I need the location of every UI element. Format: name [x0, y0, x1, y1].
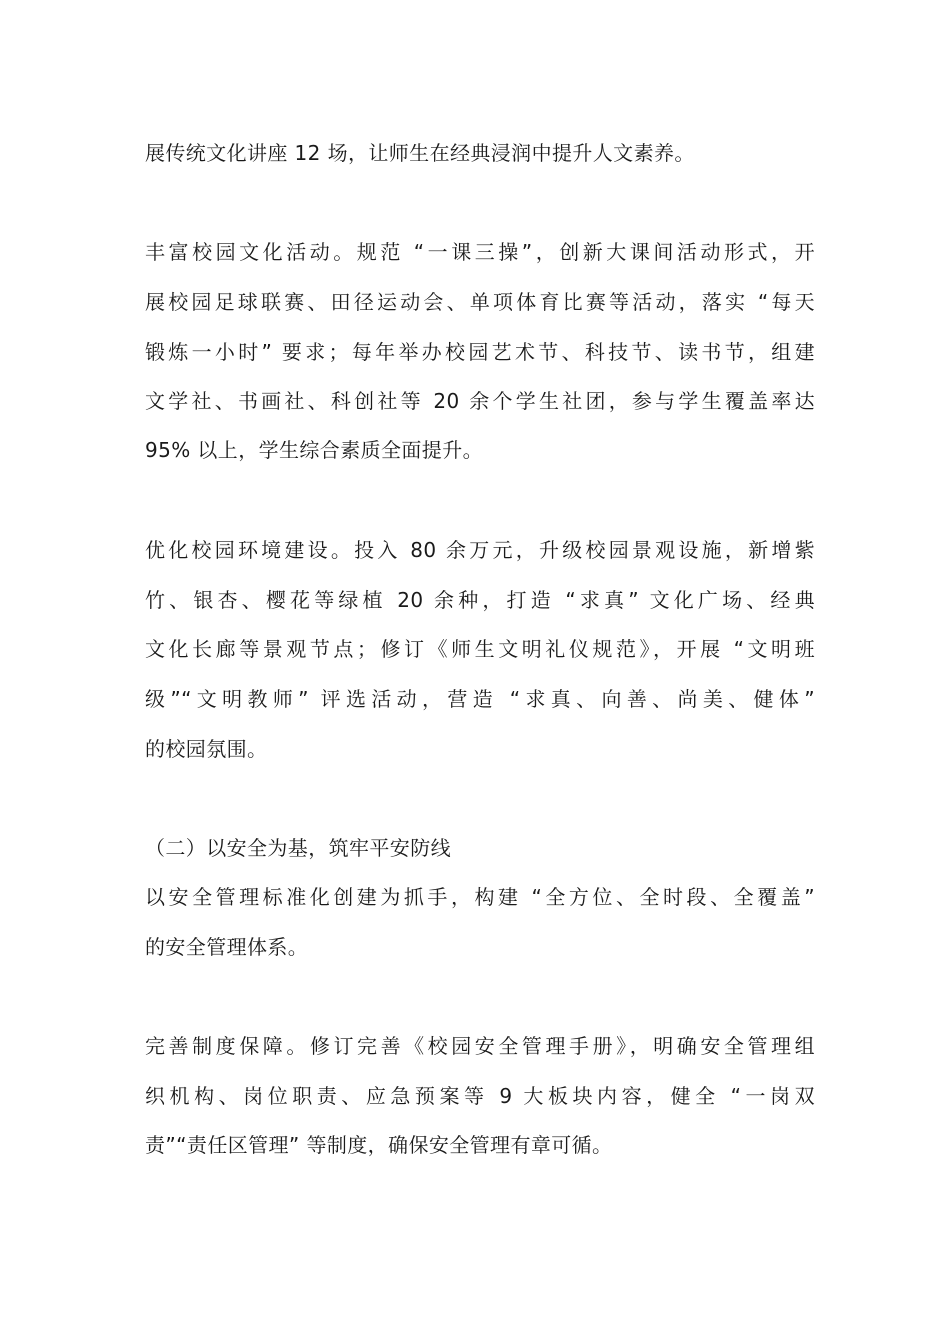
text-line: 的安全管理体系。 — [145, 935, 309, 959]
text-line: 完善制度保障。修订完善《校园安全管理手册》，明确安全管理组 — [145, 1034, 815, 1058]
text-line: 展校园足球联赛、田径运动会、单项体育比赛等活动，落实 “每天 — [145, 290, 815, 314]
text-line: 文学社、书画社、科创社等 20 余个学生社团，参与学生覆盖率达 — [145, 389, 815, 413]
text-line: 的校园氛围。 — [145, 737, 268, 761]
text-line: 责”“责任区管理” 等制度，确保安全管理有章可循。 — [145, 1133, 613, 1157]
text-line: 展传统文化讲座 12 场，让师生在经典浸润中提升人文素养。 — [145, 141, 695, 165]
text-line: 95% 以上，学生综合素质全面提升。 — [145, 438, 484, 462]
text-line: 文化长廊等景观节点；修订《师生文明礼仪规范》，开展 “文明班 — [145, 637, 815, 661]
text-line: 丰富校园文化活动。规范 “一课三操”，创新大课间活动形式，开 — [145, 240, 815, 264]
text-line: 级”“文明教师” 评选活动，营造 “求真、向善、尚美、健体” — [145, 687, 815, 711]
text-line: 以安全管理标准化创建为抓手，构建 “全方位、全时段、全覆盖” — [145, 885, 815, 909]
text-line: 优化校园环境建设。投入 80 余万元，升级校园景观设施，新增紫 — [145, 538, 815, 562]
text-line: 锻炼一小时” 要求；每年举办校园艺术节、科技节、读书节，组建 — [145, 340, 815, 364]
text-line: 竹、银杏、樱花等绿植 20 余种，打造 “求真” 文化广场、经典 — [145, 588, 815, 612]
text-line: 织机构、岗位职责、应急预案等 9 大板块内容，健全 “一岗双 — [145, 1084, 815, 1108]
section-heading: （二）以安全为基，筑牢平安防线 — [145, 836, 451, 860]
